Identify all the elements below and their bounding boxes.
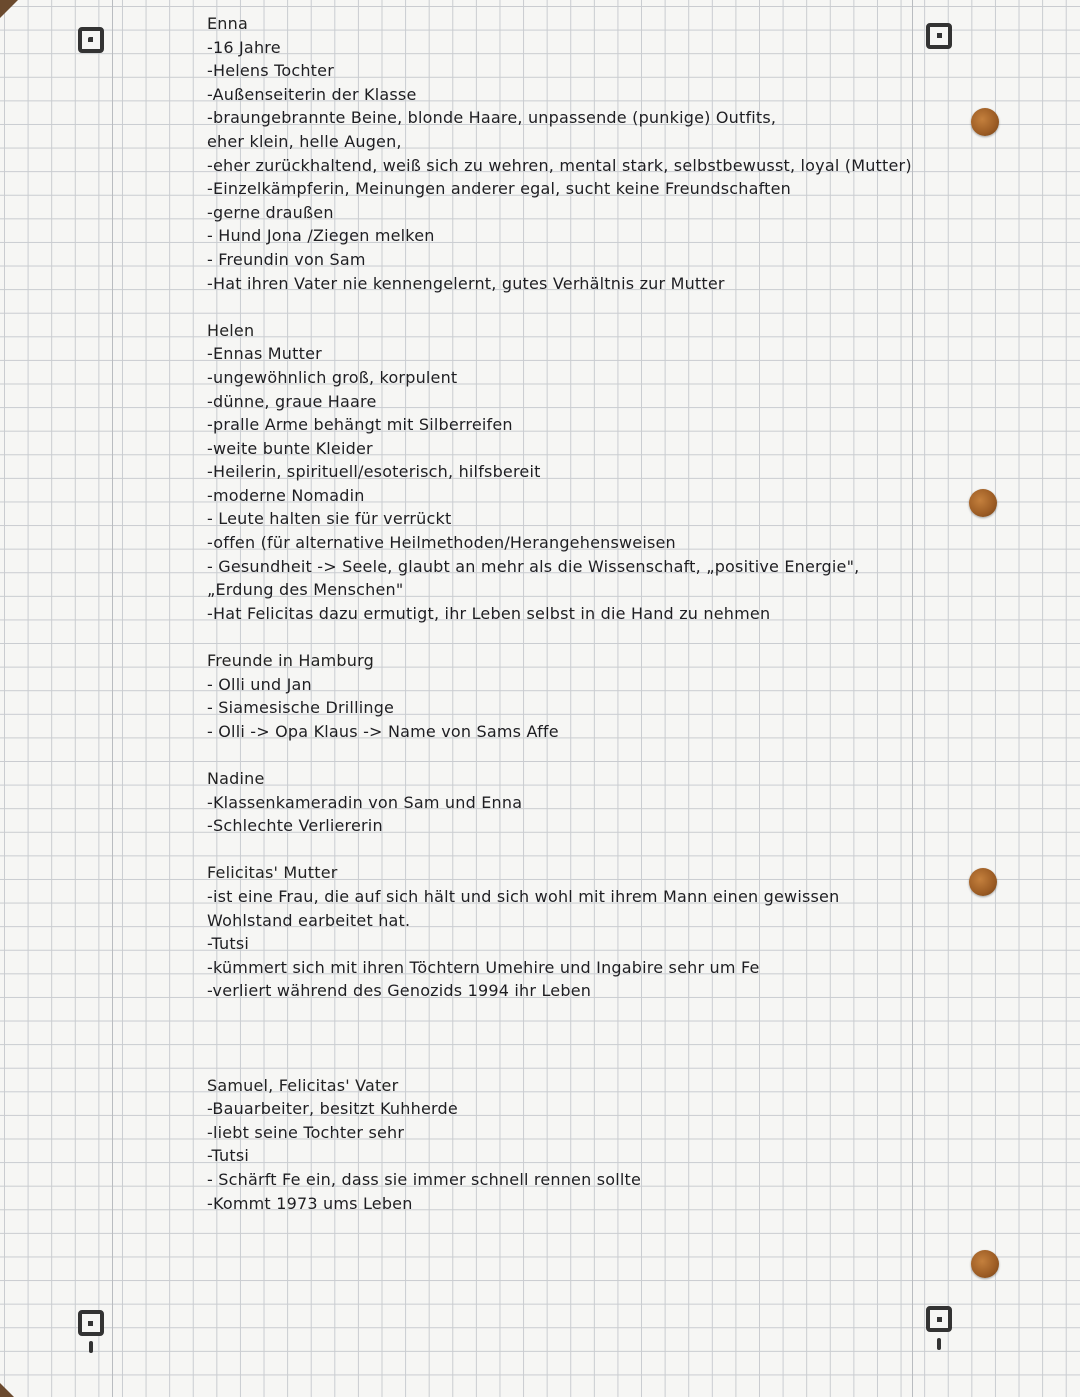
note-line: -ist eine Frau, die auf sich hält und sich wohl mit ihrem Mann einen gewissen — [207, 886, 840, 906]
note-line: eher klein, helle Augen, — [207, 131, 402, 151]
note-line: -Bauarbeiter, besitzt Kuhherde — [207, 1099, 458, 1119]
note-line: -Hat Felicitas dazu ermutigt, ihr Leben selbst in die Hand zu nehmen — [207, 603, 771, 623]
note-line: -verliert während des Genozids 1994 ihr Leben — [207, 981, 592, 1001]
corner-mark-icon — [78, 27, 104, 53]
note-line: - Gesundheit -> Seele, glaubt an mehr als die Wissenschaft, „positive Energie", — [207, 556, 860, 576]
note-line: - Siamesische Drillinge — [207, 698, 395, 718]
note-line: -kümmert sich mit ihren Töchtern Umehire und Ingabire sehr um Fe — [207, 957, 760, 977]
note-line: - Olli und Jan — [207, 674, 312, 694]
section-title: Freunde in Hamburg — [207, 651, 374, 671]
section-title: Nadine — [207, 769, 265, 788]
corner-mark-icon — [926, 23, 952, 49]
section-title: Felicitas' Mutter — [207, 863, 338, 883]
note-line: - Freundin von Sam — [207, 249, 366, 269]
note-line: - Schärft Fe ein, dass sie immer schnell rennen sollte — [207, 1169, 642, 1189]
note-line: -dünne, graue Haare — [207, 391, 377, 411]
section-title: Enna — [207, 14, 248, 33]
note-line: -Schlechte Verliererin — [207, 816, 383, 836]
section-title: Helen — [207, 320, 255, 340]
page-corner-top — [0, 0, 18, 18]
note-line: -Kommt 1973 ums Leben — [207, 1193, 413, 1213]
note-line: -Hat ihren Vater nie kennengelernt, gutes Verhältnis zur Mutter — [207, 273, 725, 293]
section-samuel — [207, 1074, 927, 1216]
note-line: - Leute halten sie für verrückt — [207, 509, 452, 529]
notes-content — [207, 12, 927, 1239]
punch-hole — [971, 1250, 999, 1278]
page-corner-bottom — [0, 1383, 14, 1397]
section-title: Samuel, Felicitas' Vater — [207, 1075, 399, 1095]
note-line: -Heilerin, spirituell/esoterisch, hilfsbereit — [207, 462, 541, 482]
tick-mark — [89, 1341, 93, 1353]
note-line: -Tutsi — [207, 1146, 250, 1166]
corner-mark-icon — [926, 1306, 952, 1332]
punch-hole — [969, 868, 997, 896]
corner-mark-icon — [78, 1310, 104, 1336]
note-line: -ungewöhnlich groß, korpulent — [207, 367, 458, 387]
section-helen — [207, 319, 927, 626]
note-line: -Helens Tochter — [207, 61, 334, 81]
note-line: -moderne Nomadin — [207, 485, 365, 505]
spacer — [207, 1027, 927, 1074]
note-line: -Klassenkameradin von Sam und Enna — [207, 792, 523, 812]
section-enna — [207, 12, 927, 295]
section-felicitas-mutter — [207, 861, 927, 1003]
note-line: - Hund Jona /Ziegen melken — [207, 226, 435, 246]
note-line: Wohlstand earbeitet hat. — [207, 910, 411, 930]
note-line: -liebt seine Tochter sehr — [207, 1122, 405, 1142]
left-margin-line — [112, 0, 113, 1397]
punch-hole — [969, 489, 997, 517]
note-line: -Tutsi — [207, 934, 250, 954]
note-line: -gerne draußen — [207, 202, 334, 222]
note-line: „Erdung des Menschen" — [207, 580, 404, 600]
note-line: -Einzelkämpferin, Meinungen anderer egal, sucht keine Freundschaften — [207, 179, 792, 199]
tick-mark — [937, 1338, 941, 1350]
note-line: -eher zurückhaltend, weiß sich zu wehren, mental stark, selbstbewusst, loyal (Mutter) — [207, 155, 912, 175]
punch-hole — [971, 108, 999, 136]
note-line: - Olli -> Opa Klaus -> Name von Sams Affe — [207, 721, 559, 741]
section-nadine — [207, 767, 927, 838]
note-line: -Außenseiterin der Klasse — [207, 84, 417, 104]
note-line: -weite bunte Kleider — [207, 438, 373, 458]
note-line: -offen (für alternative Heilmethoden/Herangehensweisen — [207, 533, 676, 553]
section-freunde-hamburg — [207, 649, 927, 743]
note-line: -pralle Arme behängt mit Silberreifen — [207, 415, 513, 435]
note-line: -16 Jahre — [207, 37, 281, 57]
note-line: -braungebrannte Beine, blonde Haare, unpassende (punkige) Outfits, — [207, 108, 777, 128]
note-line: -Ennas Mutter — [207, 344, 322, 364]
